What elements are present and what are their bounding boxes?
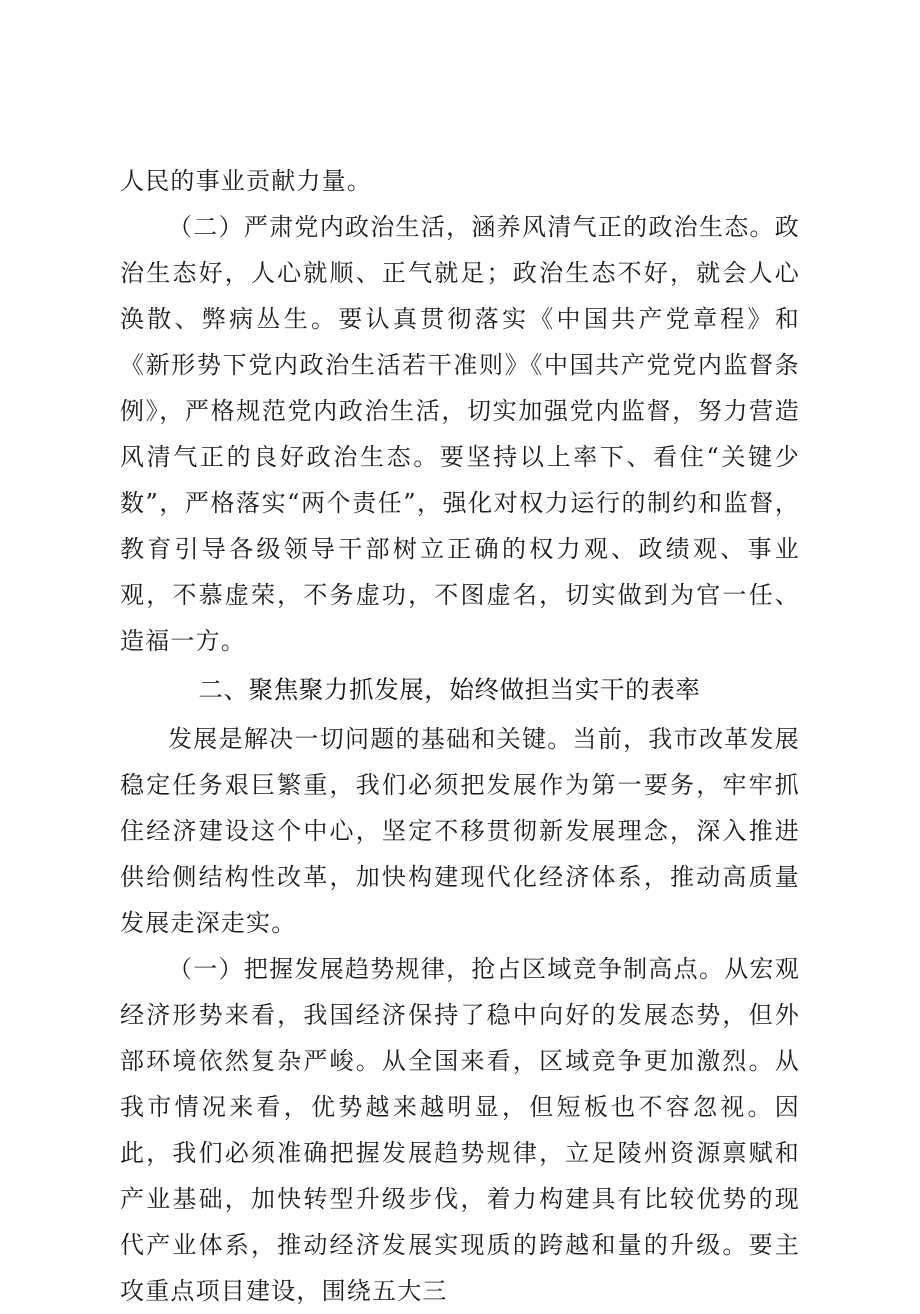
paragraph-political-life: （二）严肃党内政治生活，涵养风清气正的政治生态。政治生态好，人心就顺、正气就足；政治生态不好，就会人心涣散、弊病丛生。要认真贯彻落实《中国共产党章程》和《新形势下党内政治生活若干准则》《中国共产党党内监督条例》，严格规范党内政治生活，切实加强党内监督，努力营造风清气正的良好政治生态。要坚持以上率下、看住“关键少数”，严格落实“两个责任”，强化对权力运行的制约和监督，教育引导各级领导干部树立正确的权力观、政绩观、事业观，不慕虚荣，不务虚功，不图虚名，切实做到为官一任、造福一方。 (120, 213, 800, 655)
document-body (120, 158, 800, 1314)
paragraph-development: 发展是解决一切问题的基础和关键。当前，我市改革发展稳定任务艰巨繁重，我们必须把发展作为第一要务，牢牢抓住经济建设这个中心，坚定不移贯彻新发展理念，深入推进供给侧结构性改革，加快构建现代化经济体系，推动高质量发展走深走实。 (120, 725, 800, 937)
section-heading: 二、聚焦聚力抓发展，始终做担当实干的表率 (198, 675, 701, 704)
paragraph-development-trends: （一）把握发展趋势规律，抢占区域竞争制高点。从宏观经济形势来看，我国经济保持了稳中向好的发展态势，但外部环境依然复杂严峻。从全国来看，区域竞争更加激烈。从我市情况来看，优势越来越明显，但短板也不容忽视。因此，我们必须准确把握发展趋势规律，立足陵州资源禀赋和产业基础，加快转型升级步伐，着力构建具有比较优势的现代产业体系，推动经济发展实现质的跨越和量的升级。要主攻重点项目建设，围绕五大三 (120, 955, 800, 1305)
paragraph-continuation: 人民的事业贡献力量。 (120, 167, 372, 195)
